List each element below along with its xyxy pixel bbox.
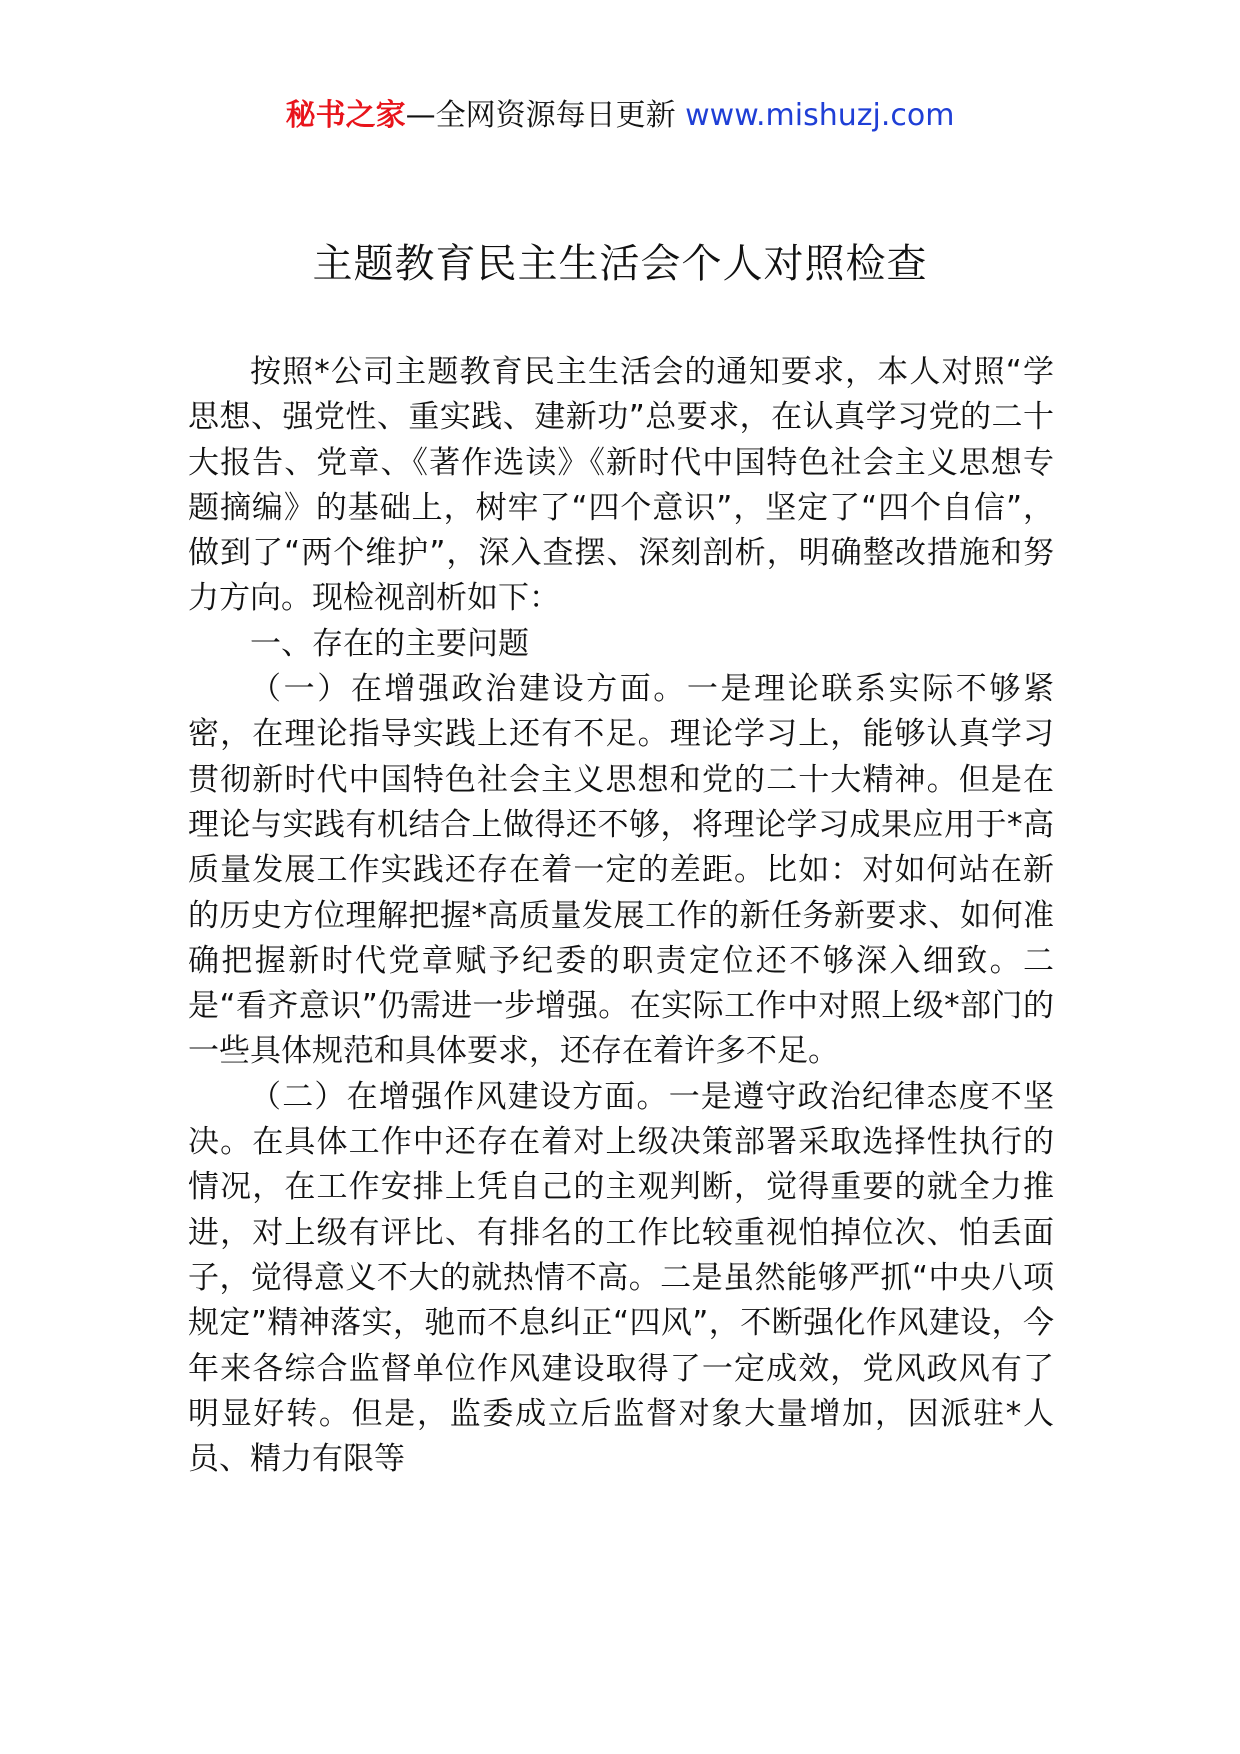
intro-paragraph: 按照*公司主题教育民主生活会的通知要求，本人对照“学思想、强党性、重实践、建新功”总要求，在认真学习党的二十大报告、党章、《著作选读》《新时代中国特色社会主义思想专题摘编》的基础上，树牢了“四个意识”，坚定了“四个自信”，做到了“两个维护”，深入查摆、深刻剖析，明确整改措施和努力方向。现检视剖析如下： [188, 354, 1054, 617]
brand-name: 秘书之家 [285, 98, 406, 133]
document-body [188, 350, 1054, 1482]
body-paragraph: （二）在增强作风建设方面。一是遵守政治纪律态度不坚决。在具体工作中还存在着对上级决策部署采取选择性执行的情况，在工作安排上凭自己的主观判断，觉得重要的就全力推进，对上级有评比、有排名的工作比较重视怕掉位次、怕丢面子，觉得意义不大的就热情不高。二是虽然能够严抓“中央八项规定”精神落实，驰而不息纠正“四风”，不断强化作风建设，今年来各综合监督单位作风建设取得了一定成效，党风政风有了明显好转。但是，监委成立后监督对象大量增加，因派驻*人员、精力有限等 [188, 1078, 1054, 1478]
site-header [0, 96, 1240, 136]
body-paragraph: （一）在增强政治建设方面。一是理论联系实际不够紧密，在理论指导实践上还有不足。理论学习上，能够认真学习贯彻新时代中国特色社会主义思想和党的二十大精神。但是在理论与实践有机结合上做得还不够，将理论学习成果应用于*高质量发展工作实践还存在着一定的差距。比如：对如何站在新的历史方位理解把握*高质量发展工作的新任务新要求、如何准确把握新时代党章赋予纪委的职责定位还不够深入细致。二是“看齐意识”仍需进一步增强。在实际工作中对照上级*部门的一些具体规范和具体要求，还存在着许多不足。 [188, 671, 1054, 1070]
section-heading: 一、存在的主要问题 [250, 625, 529, 662]
site-url[interactable]: www.mishuzj.com [685, 98, 955, 133]
header-slogan: —全网资源每日更新 [405, 98, 686, 133]
document-title: 主题教育民主生活会个人对照检查 [312, 241, 928, 287]
